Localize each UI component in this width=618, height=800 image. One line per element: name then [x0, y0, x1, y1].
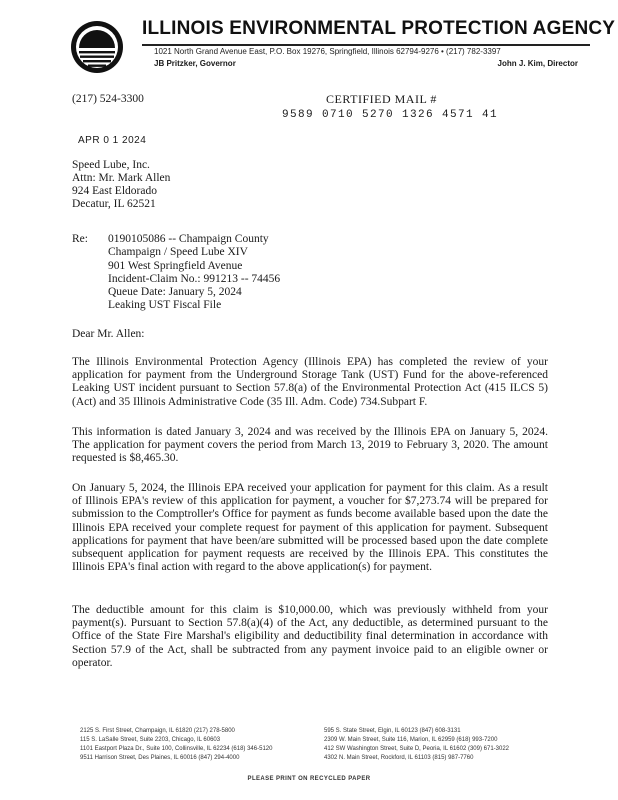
agency-address: 1021 North Grand Avenue East, P.O. Box 19276, Springfield, Illinois 62794-9276 • (217) 782-3397: [154, 47, 501, 56]
re-line: Queue Date: January 5, 2024: [108, 286, 242, 299]
tracking-number: 9589 0710 5270 1326 4571 41: [282, 109, 499, 121]
governor-name: JB Pritzker, Governor: [154, 59, 236, 68]
re-label: Re:: [72, 233, 88, 245]
recipient-line: Speed Lube, Inc.: [72, 159, 150, 171]
body-paragraph-1: The Illinois Environmental Protection Agency (Illinois EPA) has completed the review of your application for payment from the Underground Storage Tank (UST) Fund for the above-referenced Leaking UST incident pursuant to Section 57.8(a) of the Environmental Protection Act (415 ILCS 5) (Act) and 35 Illinois Administrative Code (35 Ill. Adm. Code) 734.Subpart F.: [72, 356, 548, 408]
office-address: 2125 S. First Street, Champaign, IL 61820 (217) 278-5800: [80, 728, 235, 734]
re-line: Champaign / Speed Lube XIV: [108, 246, 248, 259]
re-block: [108, 233, 280, 313]
footer-offices-left: [80, 727, 272, 763]
recipient-line: Decatur, IL 62521: [72, 198, 156, 210]
phone-number: (217) 524-3300: [72, 93, 144, 105]
salutation: Dear Mr. Allen:: [72, 328, 145, 340]
office-address: 412 SW Washington Street, Suite D, Peoria, IL 61602 (309) 671-3022: [324, 746, 509, 752]
letterhead-rule: [142, 44, 590, 46]
re-line: 901 West Springfield Avenue: [108, 259, 243, 272]
re-line: Leaking UST Fiscal File: [108, 299, 222, 312]
office-address: 9511 Harrison Street, Des Plaines, IL 60016 (847) 294-4000: [80, 755, 240, 761]
recipient-line: Attn: Mr. Mark Allen: [72, 172, 171, 184]
office-address: 115 S. LaSalle Street, Suite 2203, Chicago, IL 60603: [80, 737, 221, 743]
agency-name: ILLINOIS ENVIRONMENTAL PROTECTION AGENCY: [142, 18, 616, 39]
body-paragraph-4: The deductible amount for this claim is $10,000.00, which was previously withheld from your payment(s). Pursuant to Section 57.8(a)(4) of the Act, any deductible, as determined pursuant to the Office of the State Fire Marshal's eligibility and deductibility final determination in accordance with Section 57.9 of the Act, shall be subtracted from any payment invoice paid to an eligible owner or operator.: [72, 604, 548, 669]
recipient-address: [72, 159, 170, 211]
office-address: 4302 N. Main Street, Rockford, IL 61103 (815) 987-7760: [324, 755, 474, 761]
office-address: 2309 W. Main Street, Suite 116, Marion, IL 62959 (618) 993-7200: [324, 737, 498, 743]
certified-mail-label: CERTIFIED MAIL #: [326, 92, 437, 106]
office-address: 1101 Eastport Plaza Dr., Suite 100, Collinsville, IL 62234 (618) 346-5120: [80, 746, 273, 752]
re-line: Incident-Claim No.: 991213 -- 74456: [108, 272, 281, 285]
letterhead: [70, 18, 616, 76]
body-paragraph-2: This information is dated January 3, 2024 and was received by the Illinois EPA on January 5, 2024. The application for payment covers the period from March 13, 2019 to February 3, 2020. The amount requested is $8,465.30.: [72, 426, 548, 465]
office-address: 595 S. State Street, Elgin, IL 60123 (847) 608-3131: [324, 728, 461, 734]
re-line: 0190105086 -- Champaign County: [108, 233, 269, 245]
recipient-line: 924 East Eldorado: [72, 185, 157, 197]
director-name: John J. Kim, Director: [497, 59, 578, 68]
footer-offices-right: [324, 727, 509, 763]
recycled-paper-note: PLEASE PRINT ON RECYCLED PAPER: [247, 776, 371, 782]
illinois-epa-sun-logo: [70, 20, 124, 74]
body-paragraph-3: On January 5, 2024, the Illinois EPA received your application for payment for this claim. As a result of Illinois EPA's review of this application for payment, a voucher for $7,273.74 will be prepared for submission to the Comptroller's Office for payment as funds become available based upon the date the Illinois EPA received your complete request for payment of this application for payment. Subsequent applications for payment that have been/are submitted will be processed based upon the date complete subsequent application for payment requests are received by the Illinois EPA. This constitutes the Illinois EPA's final action with regard to the above application(s) for payment.: [72, 482, 548, 574]
date-stamp: APR 0 1 2024: [78, 135, 147, 146]
